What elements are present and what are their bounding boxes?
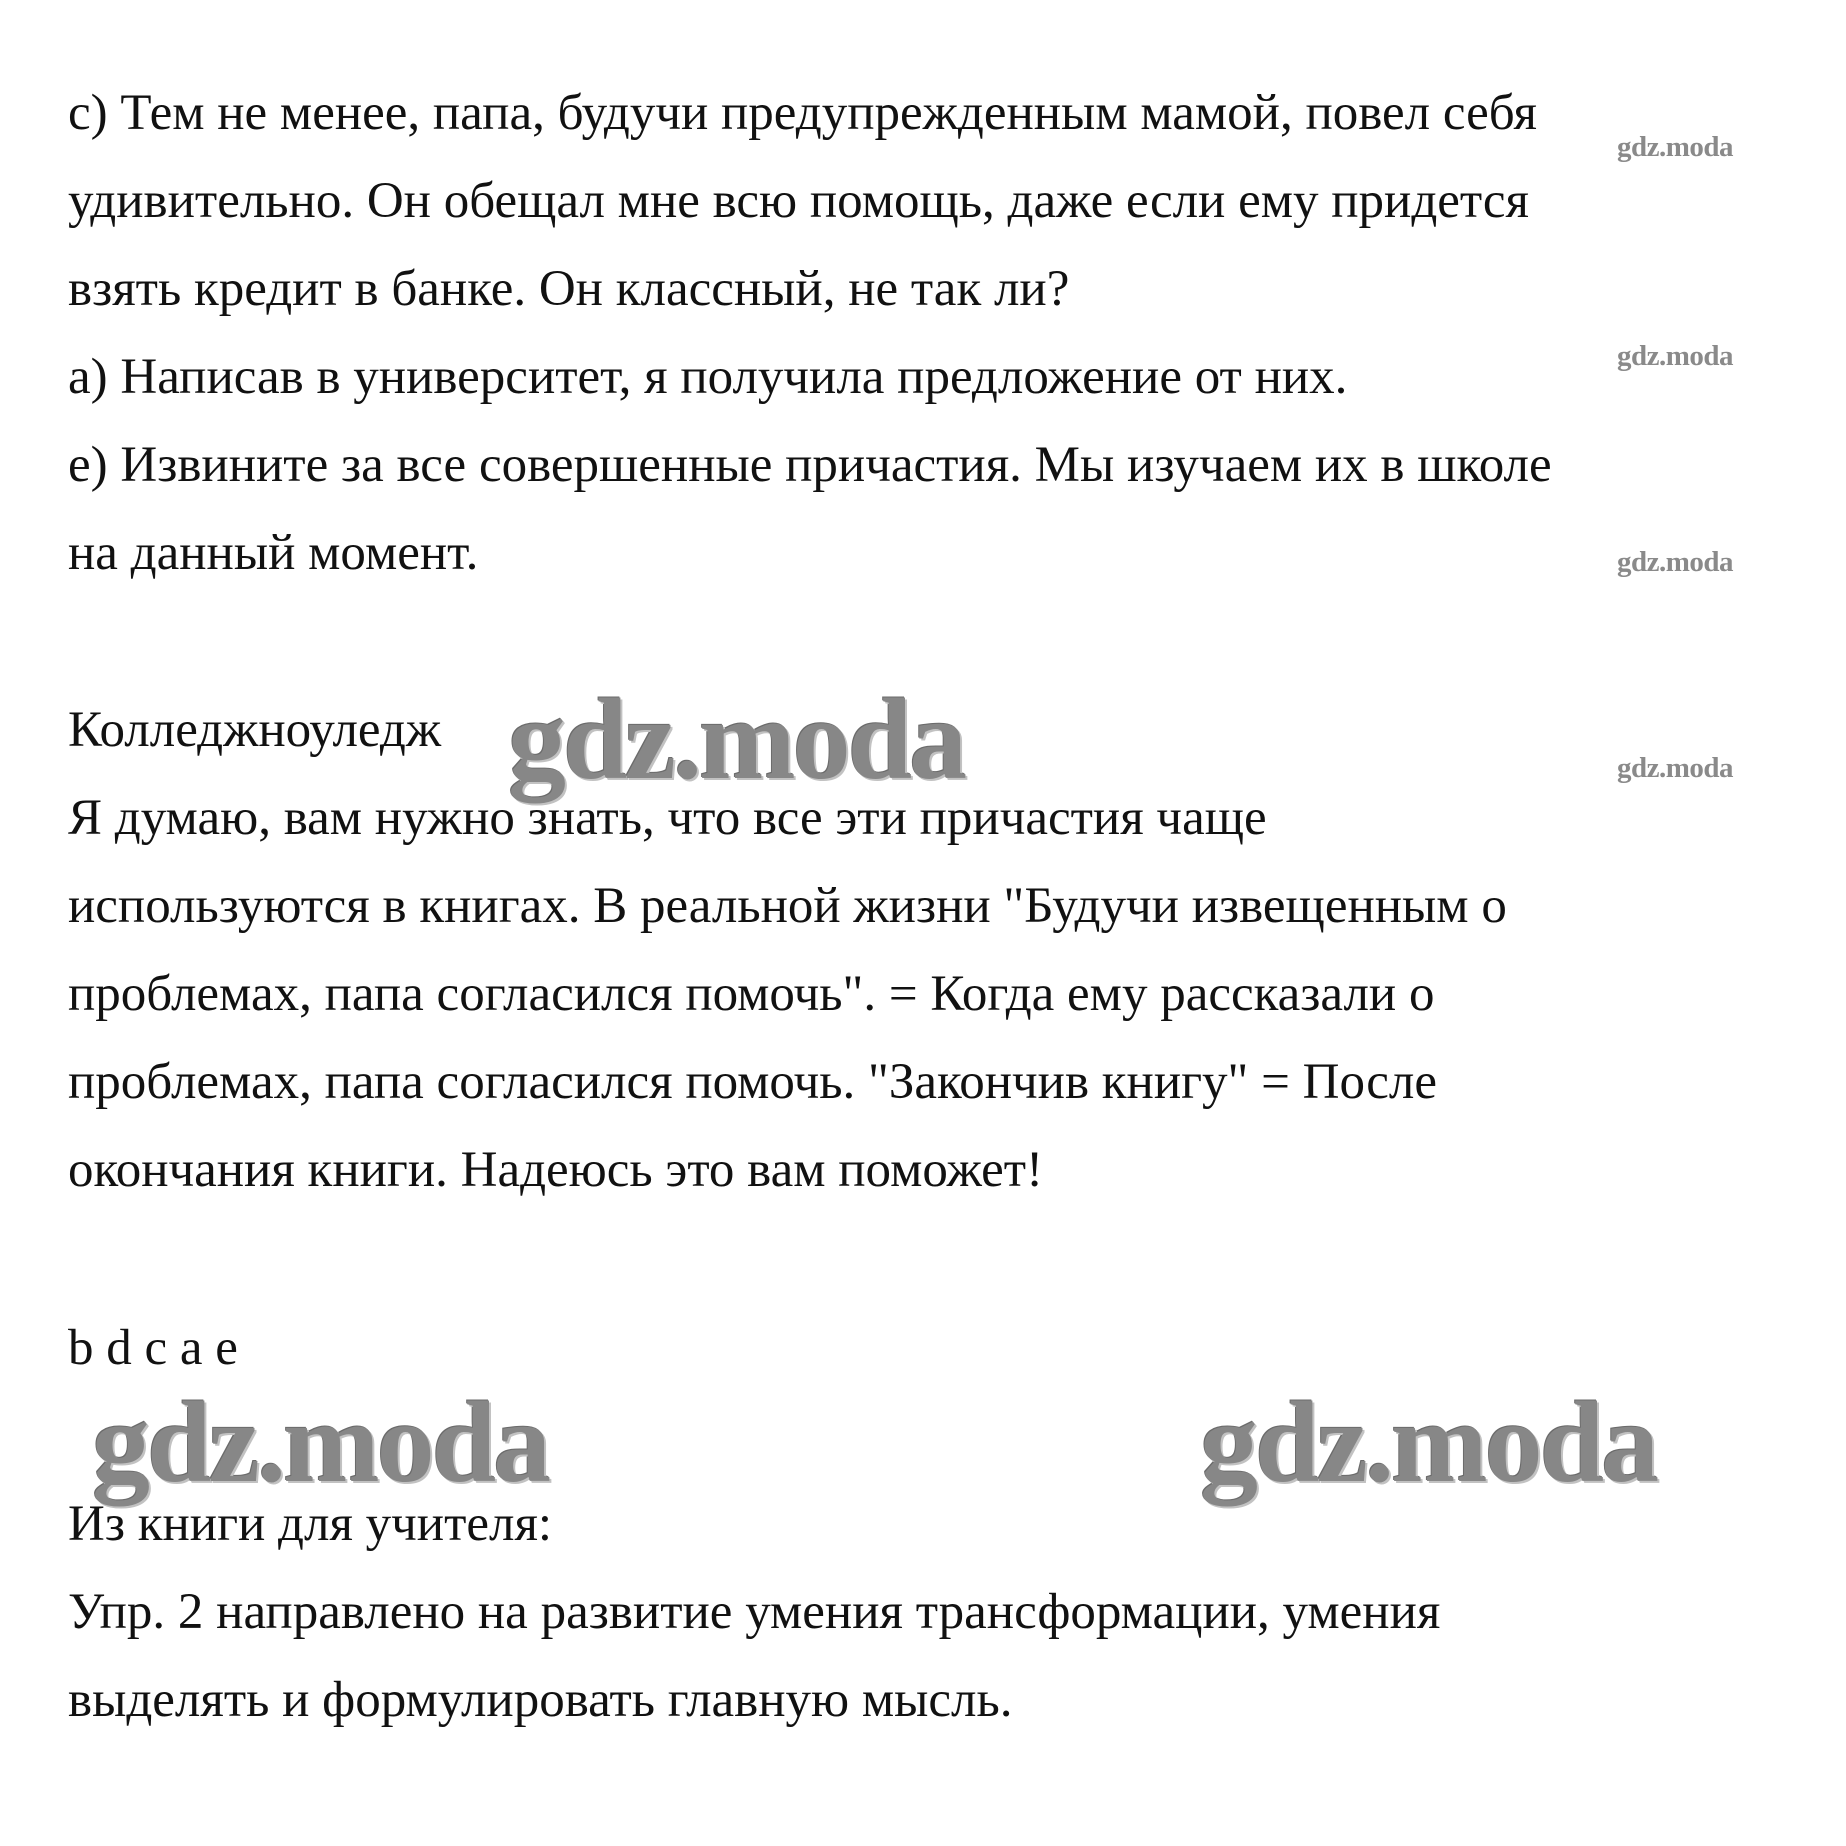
text-line-e: е) Извините за все совершенные причастия. Мы изучаем их в школе <box>68 437 1552 493</box>
watermark-large: gdz.moda <box>92 1379 549 1507</box>
text-line: выделять и формулировать главную мысль. <box>68 1672 1013 1728</box>
watermark-large: gdz.moda <box>508 676 965 804</box>
text-line: проблемах, папа согласился помочь". = Когда ему рассказали о <box>68 966 1435 1022</box>
text-line: окончания книги. Надеюсь это вам поможет! <box>68 1142 1044 1198</box>
watermark-small: gdz.moda <box>1617 340 1734 372</box>
text-line: проблемах, папа согласился помочь. "Закончив книгу" = После <box>68 1054 1437 1110</box>
text-line: удивительно. Он обещал мне всю помощь, даже если ему придется <box>68 173 1529 229</box>
teacher-book-heading: Из книги для учителя: <box>68 1496 553 1552</box>
watermark-small: gdz.moda <box>1617 131 1734 163</box>
watermark-small: gdz.moda <box>1617 752 1734 784</box>
text-line: используются в книгах. В реальной жизни "Будучи извещенным о <box>68 878 1507 934</box>
text-line: Упр. 2 направлено на развитие умения трансформации, умения <box>68 1584 1441 1640</box>
section-heading: Колледжноуледж <box>68 702 442 758</box>
text-line: на данный момент. <box>68 525 479 581</box>
text-line: Я думаю, вам нужно знать, что все эти причастия чаще <box>68 790 1267 846</box>
watermark-large: gdz.moda <box>1200 1379 1657 1507</box>
answer-order: b d c a e <box>68 1320 238 1376</box>
watermark-small: gdz.moda <box>1617 546 1734 578</box>
text-line: взять кредит в банке. Он классный, не так ли? <box>68 261 1070 317</box>
text-line-c: c) Тем не менее, папа, будучи предупрежденным мамой, повел себя <box>68 85 1537 141</box>
text-line-a: а) Написав в университет, я получила предложение от них. <box>68 349 1348 405</box>
